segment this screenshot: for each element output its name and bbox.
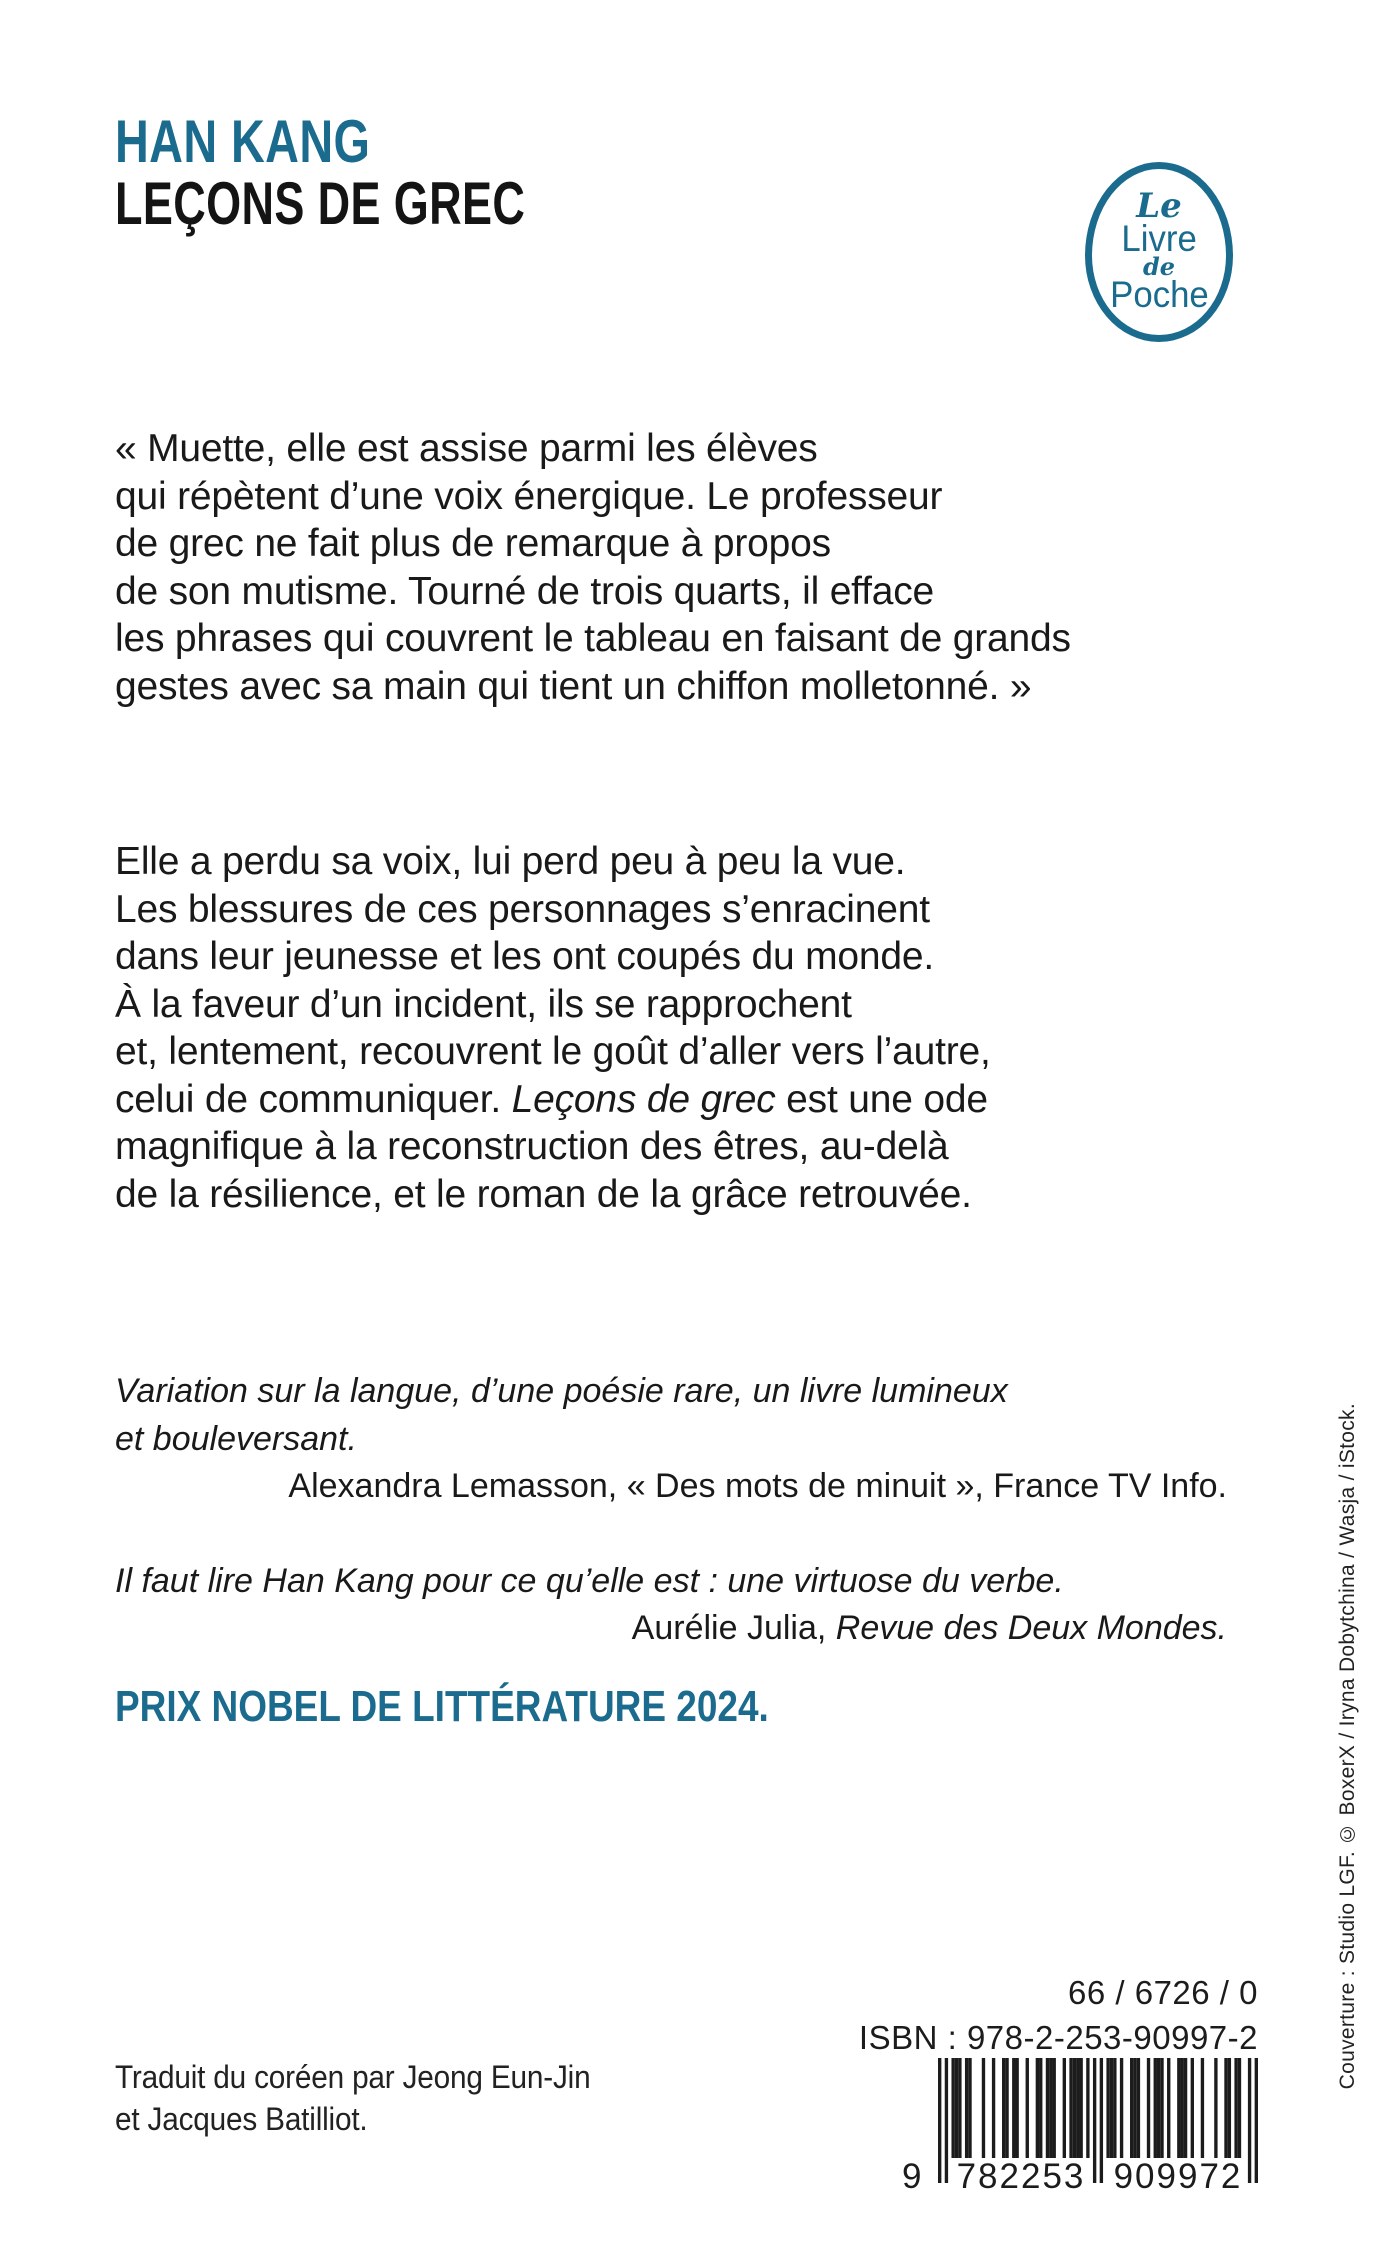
press-reviews — [115, 1368, 1227, 1653]
synopsis-line: et, lentement, recouvrent le goût d’aller vers l’autre, — [115, 1030, 991, 1073]
quote-line: de son mutisme. Tourné de trois quarts, il efface — [115, 569, 935, 613]
synopsis — [115, 838, 991, 1218]
logo-word-poche: Poche — [1109, 274, 1209, 315]
synopsis-line: magnifique à la reconstruction des êtres, au-delà — [115, 1125, 949, 1168]
synopsis-line: dans leur jeunesse et les ont coupés du monde. — [115, 935, 935, 978]
quote-line: qui répètent d’une voix énergique. Le professeur — [115, 474, 943, 518]
synopsis-text: est une ode — [775, 1077, 988, 1121]
author-name: HAN KANG — [115, 108, 371, 175]
book-title: LEÇONS DE GREC — [115, 170, 526, 237]
barcode-digits-right: 909972 — [1113, 2157, 1243, 2196]
synopsis-line: À la faveur d’un incident, ils se rapprochent — [115, 982, 852, 1026]
barcode-digit-lead: 9 — [902, 2157, 924, 2196]
logo-word-de: de — [1142, 252, 1176, 281]
translator-line: Traduit du coréen par Jeong Eun-Jin — [115, 2059, 591, 2095]
cover-credit-vertical: Couverture : Studio LGF. © BoxerX / Iryna Dobytchina / Wasja / iStock. — [1336, 1402, 1359, 2089]
synopsis-line: Elle a perdu sa voix, lui perd peu à peu la vue. — [115, 840, 906, 883]
synopsis-line: de la résilience, et le roman de la grâce retrouvée. — [115, 1172, 972, 1216]
synopsis-line: Les blessures de ces personnages s’enracinent — [115, 887, 930, 931]
review-2-attribution-name: Aurélie Julia, — [631, 1609, 836, 1647]
quote-line: de grec ne fait plus de remarque à propos — [115, 522, 831, 565]
quote-line: « Muette, elle est assise parmi les élèves — [115, 427, 818, 470]
review-1-quote-line: et bouleversant. — [115, 1419, 357, 1458]
review-2-quote-line: Il faut lire Han Kang pour ce qu’elle est : une virtuose du verbe. — [115, 1561, 1064, 1600]
synopsis-text: celui de communiquer. — [115, 1077, 512, 1121]
review-2-attribution-source: Revue des Deux Mondes. — [835, 1609, 1227, 1647]
print-codes — [859, 1970, 1258, 2060]
translator-credit — [115, 2056, 590, 2140]
livre-de-poche-logo — [1085, 162, 1233, 342]
barcode-digits-left: 782253 — [956, 2157, 1086, 2196]
quote-line: les phrases qui couvrent le tableau en faisant de grands — [115, 617, 1071, 660]
quote-line: gestes avec sa main qui tient un chiffon molletonné. » — [115, 664, 1032, 708]
ean-barcode — [902, 2058, 1258, 2198]
book-title-inline: Leçons de grec — [511, 1077, 776, 1121]
translator-line: et Jacques Batilliot. — [115, 2101, 368, 2137]
nobel-prize-line: PRIX NOBEL DE LITTÉRATURE 2024. — [115, 1682, 769, 1731]
logo-word-le: Le — [1136, 186, 1182, 226]
review-1-quote-line: Variation sur la langue, d’une poésie rare, un livre lumineux — [115, 1372, 1008, 1410]
logo-word-livre: Livre — [1121, 218, 1197, 259]
isbn-number: ISBN : 978-2-253-90997-2 — [858, 2019, 1258, 2056]
synopsis-line-mixed — [115, 1076, 991, 1124]
review-1-attribution: Alexandra Lemasson, « Des mots de minuit », France TV Info. — [288, 1467, 1227, 1505]
review-2-attribution — [115, 1605, 1227, 1653]
excerpt-quote — [115, 425, 1071, 710]
spacer — [115, 1511, 1227, 1558]
print-code: 66 / 6726 / 0 — [1068, 1974, 1258, 2011]
